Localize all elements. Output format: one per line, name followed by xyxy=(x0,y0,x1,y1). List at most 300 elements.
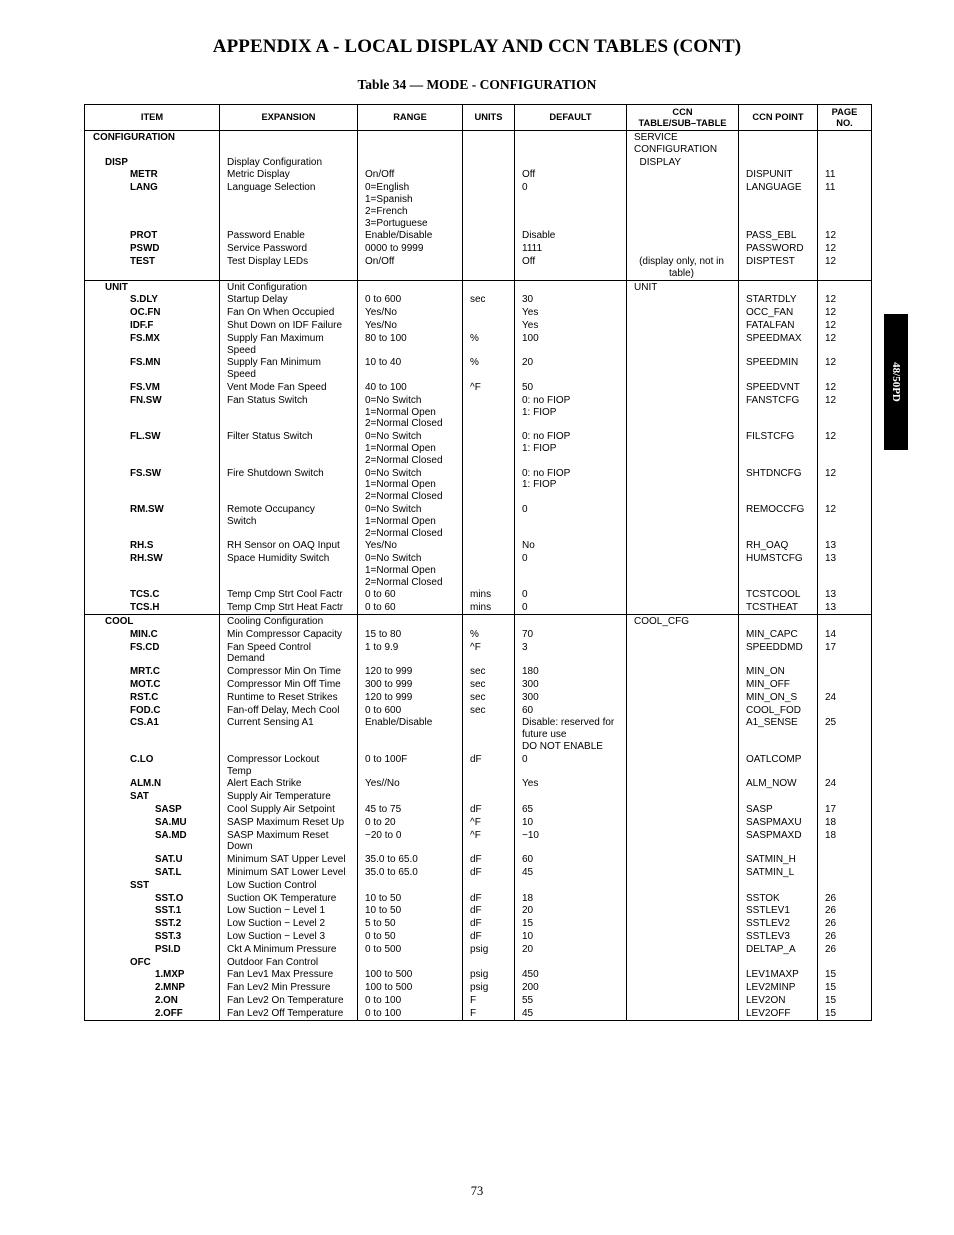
page-cell: 12 xyxy=(818,430,872,466)
range-cell: 300 to 999 xyxy=(358,678,463,691)
ccn-point-cell: SPEEDDMD xyxy=(739,641,818,666)
expansion-cell: Display Configuration xyxy=(220,156,358,169)
item-cell: FS.CD xyxy=(85,641,220,666)
ccn-point-cell: SHTDNCFG xyxy=(739,467,818,503)
range-cell: Enable/Disable xyxy=(358,716,463,752)
column-header-ccn-table: CCN TABLE/SUB–TABLE xyxy=(627,105,739,131)
units-cell: dF xyxy=(463,917,515,930)
table-row xyxy=(85,539,872,552)
table-row xyxy=(85,319,872,332)
page-cell xyxy=(818,280,872,293)
table-row xyxy=(85,803,872,816)
ccn-table-cell xyxy=(627,306,739,319)
units-cell: mins xyxy=(463,588,515,601)
units-cell xyxy=(463,777,515,790)
ccn-table-cell xyxy=(627,904,739,917)
ccn-point-cell: PASSWORD xyxy=(739,242,818,255)
units-cell: psig xyxy=(463,943,515,956)
item-cell: S.DLY xyxy=(85,293,220,306)
ccn-table-cell xyxy=(627,539,739,552)
page-cell xyxy=(818,753,872,778)
ccn-table-cell xyxy=(627,790,739,803)
ccn-table-cell xyxy=(627,943,739,956)
default-cell: 20 xyxy=(515,356,627,381)
table-row xyxy=(85,879,872,892)
item-cell: RH.SW xyxy=(85,552,220,588)
range-cell: 0=No Switch 1=Normal Open 2=Normal Closed xyxy=(358,467,463,503)
ccn-point-cell: SPEEDMAX xyxy=(739,332,818,357)
page-number: 73 xyxy=(470,1184,484,1198)
item-cell: 1.MXP xyxy=(85,968,220,981)
units-cell xyxy=(463,229,515,242)
units-cell xyxy=(463,255,515,280)
expansion-cell: Supply Fan Maximum Speed xyxy=(220,332,358,357)
ccn-point-cell: DISPTEST xyxy=(739,255,818,280)
ccn-table-cell xyxy=(627,552,739,588)
item-cell: SA.MD xyxy=(85,829,220,854)
ccn-table-cell xyxy=(627,981,739,994)
expansion-cell: Current Sensing A1 xyxy=(220,716,358,752)
default-cell: 0 xyxy=(515,601,627,614)
table-row xyxy=(85,716,872,752)
ccn-point-cell: SSTLEV1 xyxy=(739,904,818,917)
page-cell: 13 xyxy=(818,539,872,552)
expansion-cell: Language Selection xyxy=(220,181,358,229)
item-cell: SAT.U xyxy=(85,853,220,866)
ccn-point-cell xyxy=(739,790,818,803)
range-cell: On/Off xyxy=(358,168,463,181)
page-title: APPENDIX A - LOCAL DISPLAY AND CCN TABLES (CONT) xyxy=(212,36,742,57)
units-cell: sec xyxy=(463,665,515,678)
default-cell: −10 xyxy=(515,829,627,854)
ccn-point-cell: SASPMAXU xyxy=(739,816,818,829)
item-cell: UNIT xyxy=(85,280,220,293)
ccn-point-cell: FILSTCFG xyxy=(739,430,818,466)
ccn-point-cell: MIN_ON xyxy=(739,665,818,678)
default-cell: No xyxy=(515,539,627,552)
units-cell xyxy=(463,306,515,319)
expansion-cell: Password Enable xyxy=(220,229,358,242)
expansion-cell: Service Password xyxy=(220,242,358,255)
ccn-table-cell xyxy=(627,503,739,539)
ccn-table-cell xyxy=(627,242,739,255)
page-cell: 14 xyxy=(818,628,872,641)
page-cell xyxy=(818,131,872,156)
units-cell xyxy=(463,280,515,293)
page-cell: 17 xyxy=(818,803,872,816)
item-cell: FS.MN xyxy=(85,356,220,381)
expansion-cell: Fan Lev1 Max Pressure xyxy=(220,968,358,981)
ccn-point-cell: DELTAP_A xyxy=(739,943,818,956)
table-row xyxy=(85,917,872,930)
table-row xyxy=(85,678,872,691)
default-cell: 0 xyxy=(515,753,627,778)
default-cell: 1111 xyxy=(515,242,627,255)
units-cell: % xyxy=(463,332,515,357)
table-row xyxy=(85,356,872,381)
default-cell: 45 xyxy=(515,866,627,879)
table-row xyxy=(85,601,872,614)
item-cell: OC.FN xyxy=(85,306,220,319)
item-cell: CS.A1 xyxy=(85,716,220,752)
ccn-table-cell xyxy=(627,968,739,981)
table-row xyxy=(85,394,872,430)
item-cell: SST.2 xyxy=(85,917,220,930)
table-row xyxy=(85,293,872,306)
page-cell xyxy=(818,678,872,691)
table-row xyxy=(85,588,872,601)
table-row xyxy=(85,430,872,466)
units-cell xyxy=(463,319,515,332)
units-cell: ^F xyxy=(463,816,515,829)
default-cell: 20 xyxy=(515,943,627,956)
table-body xyxy=(85,131,872,1021)
units-cell xyxy=(463,552,515,588)
item-cell: TCS.C xyxy=(85,588,220,601)
range-cell: 1 to 9.9 xyxy=(358,641,463,666)
page-cell xyxy=(818,156,872,169)
expansion-cell: Startup Delay xyxy=(220,293,358,306)
page-cell: 26 xyxy=(818,904,872,917)
ccn-point-cell: ALM_NOW xyxy=(739,777,818,790)
expansion-cell: Cooling Configuration xyxy=(220,615,358,628)
configuration-table xyxy=(84,104,872,1021)
ccn-point-cell: RH_OAQ xyxy=(739,539,818,552)
page-cell: 15 xyxy=(818,994,872,1007)
page-cell: 12 xyxy=(818,306,872,319)
page-cell: 13 xyxy=(818,552,872,588)
table-row xyxy=(85,229,872,242)
column-header-page: PAGE NO. xyxy=(818,105,872,131)
range-cell: 10 to 40 xyxy=(358,356,463,381)
page-cell: 12 xyxy=(818,381,872,394)
table-row xyxy=(85,816,872,829)
page-cell: 26 xyxy=(818,917,872,930)
ccn-table-cell xyxy=(627,1007,739,1020)
units-cell: ^F xyxy=(463,641,515,666)
range-cell xyxy=(358,956,463,969)
page-cell xyxy=(818,866,872,879)
ccn-point-cell: SATMIN_H xyxy=(739,853,818,866)
expansion-cell: Vent Mode Fan Speed xyxy=(220,381,358,394)
default-cell xyxy=(515,131,627,156)
item-cell: MOT.C xyxy=(85,678,220,691)
expansion-cell: Shut Down on IDF Failure xyxy=(220,319,358,332)
expansion-cell: Minimum SAT Upper Level xyxy=(220,853,358,866)
units-cell xyxy=(463,168,515,181)
ccn-point-cell: FANSTCFG xyxy=(739,394,818,430)
range-cell: 10 to 50 xyxy=(358,892,463,905)
table-row xyxy=(85,615,872,628)
units-cell: F xyxy=(463,1007,515,1020)
expansion-cell: Fan On When Occupied xyxy=(220,306,358,319)
units-cell: sec xyxy=(463,293,515,306)
expansion-cell: Unit Configuration xyxy=(220,280,358,293)
range-cell: 15 to 80 xyxy=(358,628,463,641)
table-row xyxy=(85,381,872,394)
default-cell: 30 xyxy=(515,293,627,306)
expansion-cell: Fan Status Switch xyxy=(220,394,358,430)
item-cell: RM.SW xyxy=(85,503,220,539)
page-cell xyxy=(818,665,872,678)
ccn-table-cell xyxy=(627,716,739,752)
units-cell xyxy=(463,467,515,503)
ccn-table-cell xyxy=(627,665,739,678)
expansion-cell: Fire Shutdown Switch xyxy=(220,467,358,503)
default-cell: 65 xyxy=(515,803,627,816)
table-row xyxy=(85,691,872,704)
item-cell: IDF.F xyxy=(85,319,220,332)
ccn-point-cell: OATLCOMP xyxy=(739,753,818,778)
default-cell: 0 xyxy=(515,181,627,229)
item-cell: OFC xyxy=(85,956,220,969)
expansion-cell: Temp Cmp Strt Heat Factr xyxy=(220,601,358,614)
item-cell: FOD.C xyxy=(85,704,220,717)
expansion-cell: Compressor Min Off Time xyxy=(220,678,358,691)
item-cell: FS.MX xyxy=(85,332,220,357)
item-cell: SST.O xyxy=(85,892,220,905)
default-cell xyxy=(515,280,627,293)
item-cell: MRT.C xyxy=(85,665,220,678)
ccn-point-cell: TCSTCOOL xyxy=(739,588,818,601)
item-cell: 2.ON xyxy=(85,994,220,1007)
units-cell xyxy=(463,539,515,552)
page-cell: 11 xyxy=(818,181,872,229)
column-header-expansion: EXPANSION xyxy=(220,105,358,131)
page-cell: 26 xyxy=(818,892,872,905)
page-cell: 26 xyxy=(818,930,872,943)
table-row xyxy=(85,552,872,588)
ccn-point-cell: STARTDLY xyxy=(739,293,818,306)
range-cell: 5 to 50 xyxy=(358,917,463,930)
table-row xyxy=(85,306,872,319)
ccn-table-cell xyxy=(627,753,739,778)
expansion-cell: Cool Supply Air Setpoint xyxy=(220,803,358,816)
table-row xyxy=(85,168,872,181)
item-cell: CONFIGURATION xyxy=(85,131,220,156)
page-cell: 12 xyxy=(818,503,872,539)
ccn-point-cell: SSTOK xyxy=(739,892,818,905)
expansion-cell: Alert Each Strike xyxy=(220,777,358,790)
expansion-cell: Min Compressor Capacity xyxy=(220,628,358,641)
table-row xyxy=(85,753,872,778)
expansion-cell: Ckt A Minimum Pressure xyxy=(220,943,358,956)
item-cell: PROT xyxy=(85,229,220,242)
table-row xyxy=(85,777,872,790)
page-cell: 15 xyxy=(818,981,872,994)
item-cell: FS.VM xyxy=(85,381,220,394)
item-cell: 2.OFF xyxy=(85,1007,220,1020)
item-cell: SAT xyxy=(85,790,220,803)
range-cell: 0 to 500 xyxy=(358,943,463,956)
default-cell: 100 xyxy=(515,332,627,357)
default-cell: 60 xyxy=(515,853,627,866)
expansion-cell: Supply Air Temperature xyxy=(220,790,358,803)
page-cell xyxy=(818,704,872,717)
default-cell: 0 xyxy=(515,503,627,539)
item-cell: SAT.L xyxy=(85,866,220,879)
units-cell: dF xyxy=(463,753,515,778)
ccn-table-cell xyxy=(627,381,739,394)
page-cell: 24 xyxy=(818,691,872,704)
table-row xyxy=(85,853,872,866)
item-cell: FN.SW xyxy=(85,394,220,430)
units-cell xyxy=(463,430,515,466)
ccn-table-cell xyxy=(627,917,739,930)
units-cell: psig xyxy=(463,968,515,981)
page-cell: 12 xyxy=(818,242,872,255)
expansion-cell: Fan Lev2 Min Pressure xyxy=(220,981,358,994)
page-cell: 12 xyxy=(818,467,872,503)
table-row xyxy=(85,503,872,539)
default-cell xyxy=(515,790,627,803)
expansion-cell: Fan-off Delay, Mech Cool xyxy=(220,704,358,717)
units-cell: psig xyxy=(463,981,515,994)
ccn-point-cell: DISPUNIT xyxy=(739,168,818,181)
default-cell: 450 xyxy=(515,968,627,981)
units-cell: dF xyxy=(463,803,515,816)
default-cell: 0 xyxy=(515,588,627,601)
table-header-row xyxy=(85,105,872,131)
range-cell: 0=English 1=Spanish 2=French 3=Portuguese xyxy=(358,181,463,229)
default-cell: Disable xyxy=(515,229,627,242)
expansion-cell: Low Suction − Level 1 xyxy=(220,904,358,917)
range-cell: 0 to 50 xyxy=(358,930,463,943)
ccn-table-cell: UNIT xyxy=(627,280,739,293)
ccn-table-cell xyxy=(627,601,739,614)
column-header-ccn-point: CCN POINT xyxy=(739,105,818,131)
range-cell: 35.0 to 65.0 xyxy=(358,853,463,866)
expansion-cell: Outdoor Fan Control xyxy=(220,956,358,969)
range-cell: 100 to 500 xyxy=(358,968,463,981)
item-cell: TCS.H xyxy=(85,601,220,614)
range-cell: 0=No Switch 1=Normal Open 2=Normal Closed xyxy=(358,552,463,588)
default-cell: 0: no FIOP 1: FIOP xyxy=(515,467,627,503)
ccn-point-cell: SATMIN_L xyxy=(739,866,818,879)
range-cell xyxy=(358,131,463,156)
default-cell: 10 xyxy=(515,930,627,943)
range-cell: 0 to 100 xyxy=(358,994,463,1007)
expansion-cell: Fan Lev2 On Temperature xyxy=(220,994,358,1007)
default-cell: Yes xyxy=(515,777,627,790)
ccn-point-cell xyxy=(739,956,818,969)
ccn-table-cell xyxy=(627,356,739,381)
expansion-cell: Metric Display xyxy=(220,168,358,181)
default-cell: Yes xyxy=(515,306,627,319)
ccn-point-cell xyxy=(739,131,818,156)
ccn-point-cell: LEV2ON xyxy=(739,994,818,1007)
table-row xyxy=(85,131,872,156)
ccn-table-cell xyxy=(627,866,739,879)
expansion-cell: Supply Fan Minimum Speed xyxy=(220,356,358,381)
expansion-cell: Temp Cmp Strt Cool Factr xyxy=(220,588,358,601)
default-cell: 70 xyxy=(515,628,627,641)
item-cell: LANG xyxy=(85,181,220,229)
table-row xyxy=(85,181,872,229)
units-cell: dF xyxy=(463,866,515,879)
units-cell xyxy=(463,131,515,156)
ccn-point-cell: SSTLEV2 xyxy=(739,917,818,930)
range-cell: Yes/No xyxy=(358,319,463,332)
default-cell xyxy=(515,879,627,892)
expansion-cell: Runtime to Reset Strikes xyxy=(220,691,358,704)
default-cell: 15 xyxy=(515,917,627,930)
default-cell xyxy=(515,156,627,169)
table-row xyxy=(85,968,872,981)
default-cell: Disable: reserved for future use DO NOT ENABLE xyxy=(515,716,627,752)
default-cell: 3 xyxy=(515,641,627,666)
item-cell: C.LO xyxy=(85,753,220,778)
page-cell: 13 xyxy=(818,601,872,614)
page-cell xyxy=(818,615,872,628)
default-cell: 10 xyxy=(515,816,627,829)
units-cell: F xyxy=(463,994,515,1007)
ccn-table-cell xyxy=(627,319,739,332)
ccn-point-cell: HUMSTCFG xyxy=(739,552,818,588)
table-row xyxy=(85,665,872,678)
ccn-point-cell xyxy=(739,615,818,628)
ccn-point-cell xyxy=(739,156,818,169)
item-cell: FS.SW xyxy=(85,467,220,503)
units-cell: mins xyxy=(463,601,515,614)
default-cell: Yes xyxy=(515,319,627,332)
units-cell: sec xyxy=(463,678,515,691)
item-cell: SA.MU xyxy=(85,816,220,829)
range-cell: 80 to 100 xyxy=(358,332,463,357)
range-cell xyxy=(358,280,463,293)
table-row xyxy=(85,641,872,666)
ccn-table-cell: DISPLAY xyxy=(627,156,739,169)
ccn-table-cell xyxy=(627,628,739,641)
ccn-table-cell xyxy=(627,691,739,704)
expansion-cell: Suction OK Temperature xyxy=(220,892,358,905)
expansion-cell: RH Sensor on OAQ Input xyxy=(220,539,358,552)
ccn-table-cell xyxy=(627,892,739,905)
range-cell: Yes//No xyxy=(358,777,463,790)
expansion-cell: Compressor Min On Time xyxy=(220,665,358,678)
range-cell: On/Off xyxy=(358,255,463,280)
page-cell: 12 xyxy=(818,356,872,381)
default-cell: 0: no FIOP 1: FIOP xyxy=(515,394,627,430)
item-cell: COOL xyxy=(85,615,220,628)
page-cell: 12 xyxy=(818,229,872,242)
item-cell: FL.SW xyxy=(85,430,220,466)
range-cell: 0 to 60 xyxy=(358,601,463,614)
side-tab xyxy=(884,314,908,450)
table-row xyxy=(85,242,872,255)
table-row xyxy=(85,981,872,994)
table-row xyxy=(85,930,872,943)
table-row xyxy=(85,994,872,1007)
units-cell: % xyxy=(463,628,515,641)
default-cell: 60 xyxy=(515,704,627,717)
ccn-table-cell: SERVICE CONFIGURATION xyxy=(627,131,739,156)
page-cell: 12 xyxy=(818,319,872,332)
table-row xyxy=(85,255,872,280)
range-cell: 0=No Switch 1=Normal Open 2=Normal Closed xyxy=(358,394,463,430)
default-cell: 55 xyxy=(515,994,627,1007)
expansion-cell: Compressor Lockout Temp xyxy=(220,753,358,778)
ccn-point-cell: TCSTHEAT xyxy=(739,601,818,614)
ccn-point-cell: MIN_CAPC xyxy=(739,628,818,641)
ccn-table-cell xyxy=(627,229,739,242)
item-cell: SASP xyxy=(85,803,220,816)
ccn-table-cell xyxy=(627,181,739,229)
table-row xyxy=(85,467,872,503)
ccn-point-cell: SPEEDVNT xyxy=(739,381,818,394)
side-tab-label: 48/50PD xyxy=(890,362,902,402)
ccn-point-cell: SASPMAXD xyxy=(739,829,818,854)
